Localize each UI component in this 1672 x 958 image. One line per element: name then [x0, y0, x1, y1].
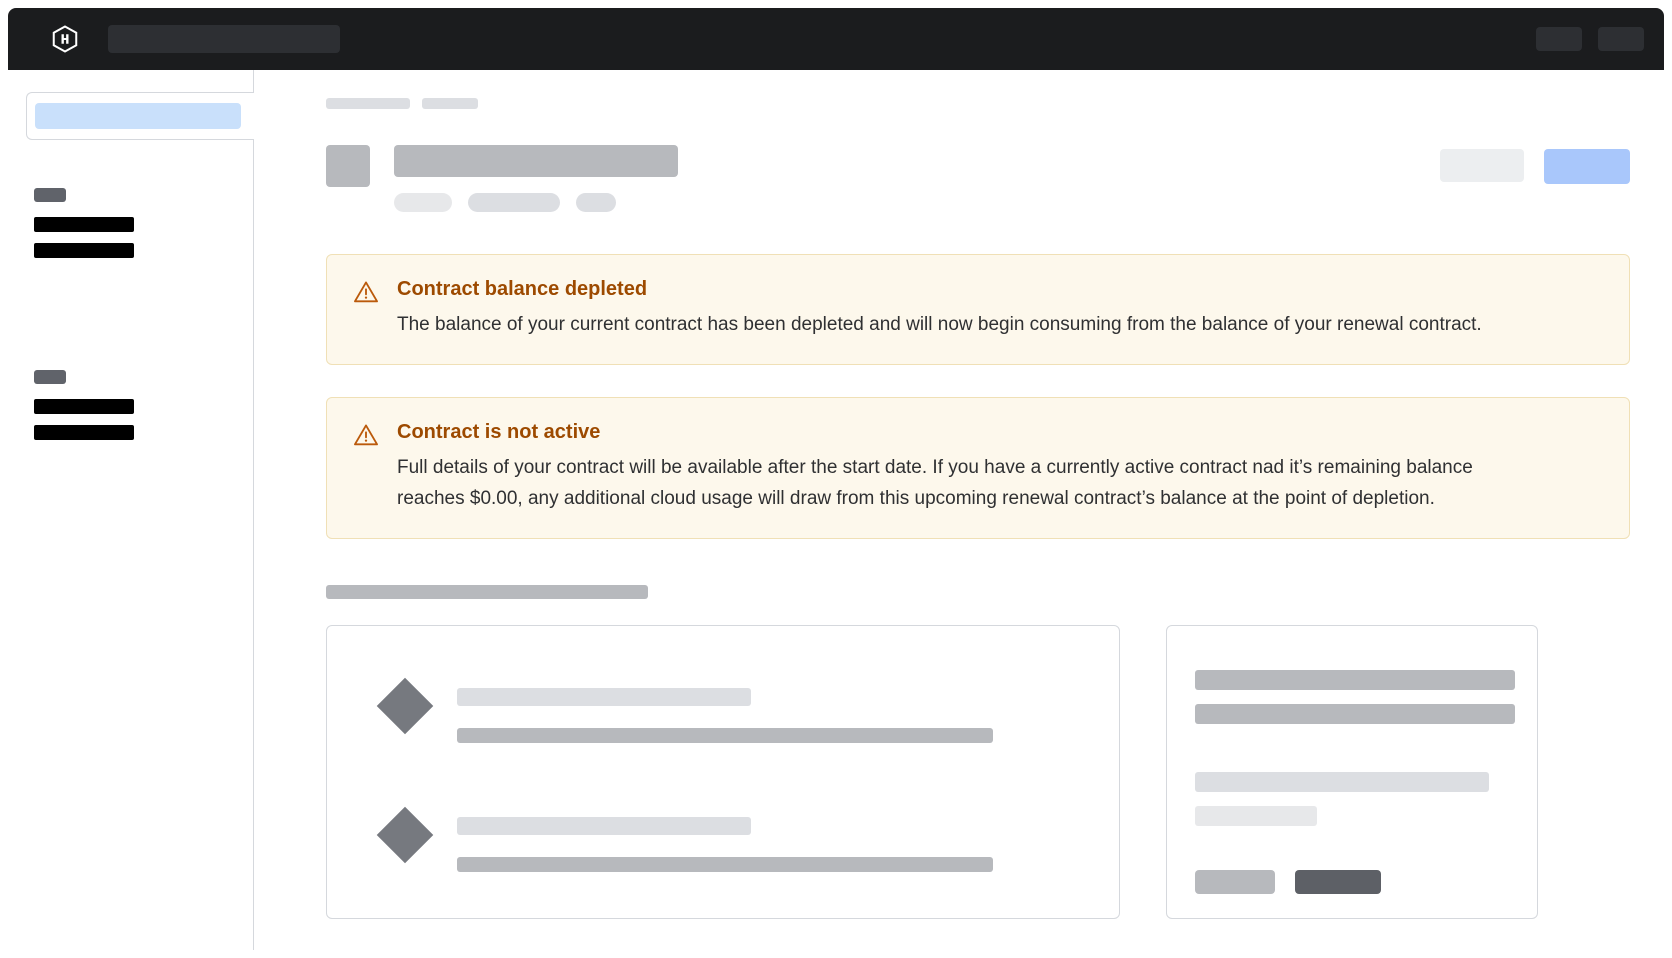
side-panel-primary-button[interactable] — [1295, 870, 1381, 894]
side-panel-actions — [1195, 870, 1509, 894]
page-meta-row — [394, 193, 1440, 212]
header-actions — [1440, 149, 1630, 184]
hashicorp-logo-icon[interactable] — [48, 22, 82, 56]
diamond-icon — [377, 678, 434, 735]
list-item-title — [457, 817, 751, 835]
status-badge — [394, 193, 452, 212]
breadcrumb — [326, 98, 1630, 109]
alert-contract-balance-depleted — [326, 254, 1630, 365]
page-title — [394, 145, 678, 177]
sidebar-group-1 — [8, 188, 253, 258]
list-item-text — [457, 682, 1077, 743]
alert-text: Full details of your contract will be available after the start date. If you have a currently active contract nad it’s remaining balance reaches $0.00, any additional cloud usage will draw from this upcoming renewal contract’s balance at the point of depletion. — [397, 457, 1473, 509]
meta-item-3 — [576, 193, 616, 212]
sidebar-item-1b[interactable] — [34, 243, 134, 258]
page-title-block — [394, 145, 1440, 212]
alert-body — [397, 277, 1603, 340]
list-item-title — [457, 688, 751, 706]
side-panel-card — [1166, 625, 1538, 919]
list-item[interactable] — [385, 811, 1077, 872]
meta-item-2 — [468, 193, 560, 212]
list-item-subtitle — [457, 728, 993, 743]
search-input[interactable] — [108, 25, 340, 53]
sidebar-selected-label — [35, 103, 241, 129]
list-item[interactable] — [385, 682, 1077, 743]
topbar-chip-2[interactable] — [1598, 27, 1644, 51]
cards-row — [326, 625, 1630, 919]
alert-title: Contract is not active — [397, 421, 601, 444]
sidebar-group-1-label — [34, 188, 66, 202]
sidebar — [8, 70, 254, 950]
sidebar-item-2b[interactable] — [34, 425, 134, 440]
primary-button[interactable] — [1544, 149, 1630, 184]
sidebar-group-2-label — [34, 370, 66, 384]
main-content — [254, 70, 1664, 950]
diamond-icon — [377, 807, 434, 864]
page-header — [326, 145, 1630, 212]
section-heading — [326, 585, 648, 599]
side-panel-line-3 — [1195, 772, 1489, 792]
side-panel-line-4 — [1195, 806, 1317, 826]
breadcrumb-item-1[interactable] — [326, 98, 410, 109]
alert-text: The balance of your current contract has been depleted and will now begin consuming from the balance of your renewal contract. — [397, 314, 1482, 335]
breadcrumb-item-2[interactable] — [422, 98, 478, 109]
sidebar-item-1a[interactable] — [34, 217, 134, 232]
alert-body — [397, 420, 1603, 514]
warning-triangle-icon — [353, 422, 379, 448]
top-navigation-bar — [8, 8, 1664, 70]
topbar-actions — [1536, 27, 1644, 51]
list-card — [326, 625, 1120, 919]
alert-contract-not-active — [326, 397, 1630, 539]
sidebar-item-2a[interactable] — [34, 399, 134, 414]
alert-title: Contract balance depleted — [397, 278, 648, 300]
warning-triangle-icon — [353, 279, 379, 305]
side-panel-line-2 — [1195, 704, 1515, 724]
topbar-chip-1[interactable] — [1536, 27, 1582, 51]
list-item-text — [457, 811, 1077, 872]
sidebar-group-2 — [8, 370, 253, 440]
secondary-button[interactable] — [1440, 149, 1524, 182]
side-panel-secondary-button[interactable] — [1195, 870, 1275, 894]
avatar — [326, 145, 370, 187]
side-panel-line-1 — [1195, 670, 1515, 690]
list-item-subtitle — [457, 857, 993, 872]
sidebar-item-selected[interactable] — [26, 92, 254, 140]
